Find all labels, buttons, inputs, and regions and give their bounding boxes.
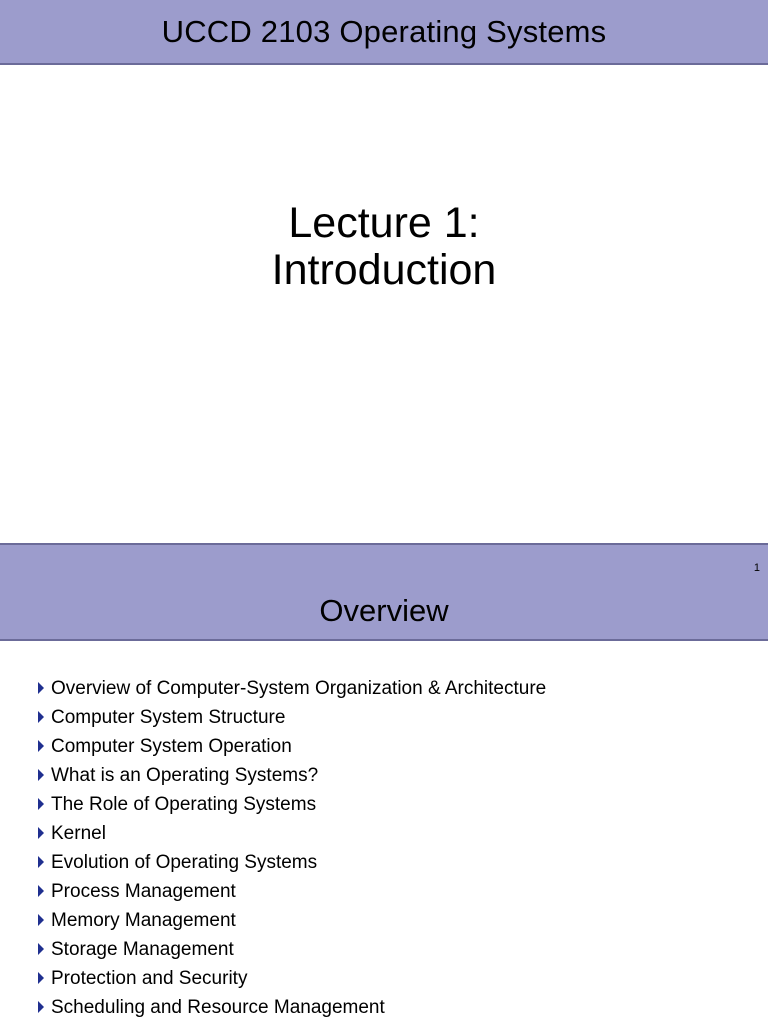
triangle-right-icon <box>38 943 44 955</box>
triangle-right-icon <box>38 914 44 926</box>
list-item-label: Memory Management <box>51 910 236 931</box>
list-item <box>36 938 546 967</box>
topic-list <box>36 677 546 1024</box>
triangle-right-icon <box>38 1001 44 1013</box>
overview-slide <box>0 543 768 1024</box>
triangle-right-icon <box>38 885 44 897</box>
slide-header <box>0 543 768 641</box>
triangle-right-icon <box>38 856 44 868</box>
list-item <box>36 880 546 909</box>
slide-number: 1 <box>753 562 760 574</box>
list-item <box>36 735 546 764</box>
list-item-label: Storage Management <box>51 939 234 960</box>
list-item-label: Scheduling and Resource Management <box>51 997 385 1018</box>
lecture-title <box>0 200 768 294</box>
list-item-label: Kernel <box>51 823 106 844</box>
list-item-label: The Role of Operating Systems <box>51 794 317 815</box>
lecture-topic: Introduction <box>271 246 497 294</box>
list-item <box>36 764 546 793</box>
triangle-right-icon <box>38 769 44 781</box>
list-item <box>36 851 546 880</box>
lecture-number: Lecture 1: <box>288 199 480 247</box>
triangle-right-icon <box>38 682 44 694</box>
course-title: UCCD 2103 Operating Systems <box>161 14 607 49</box>
list-item-label: Overview of Computer-System Organization & Architecture <box>51 678 547 699</box>
list-item-label: Evolution of Operating Systems <box>51 852 318 873</box>
list-item <box>36 822 546 851</box>
list-item <box>36 967 546 996</box>
slide-header <box>0 0 768 65</box>
list-item-label: Computer System Structure <box>51 707 286 728</box>
triangle-right-icon <box>38 740 44 752</box>
list-item-label: What is an Operating Systems? <box>51 765 319 786</box>
list-item-label: Computer System Operation <box>51 736 292 757</box>
triangle-right-icon <box>38 798 44 810</box>
list-item-label: Process Management <box>51 881 236 902</box>
list-item-label: Protection and Security <box>51 968 248 989</box>
list-item <box>36 909 546 938</box>
triangle-right-icon <box>38 827 44 839</box>
overview-title: Overview <box>319 593 449 628</box>
list-item <box>36 706 546 735</box>
list-item <box>36 677 546 706</box>
triangle-right-icon <box>38 972 44 984</box>
list-item <box>36 793 546 822</box>
list-item <box>36 996 546 1024</box>
triangle-right-icon <box>38 711 44 723</box>
